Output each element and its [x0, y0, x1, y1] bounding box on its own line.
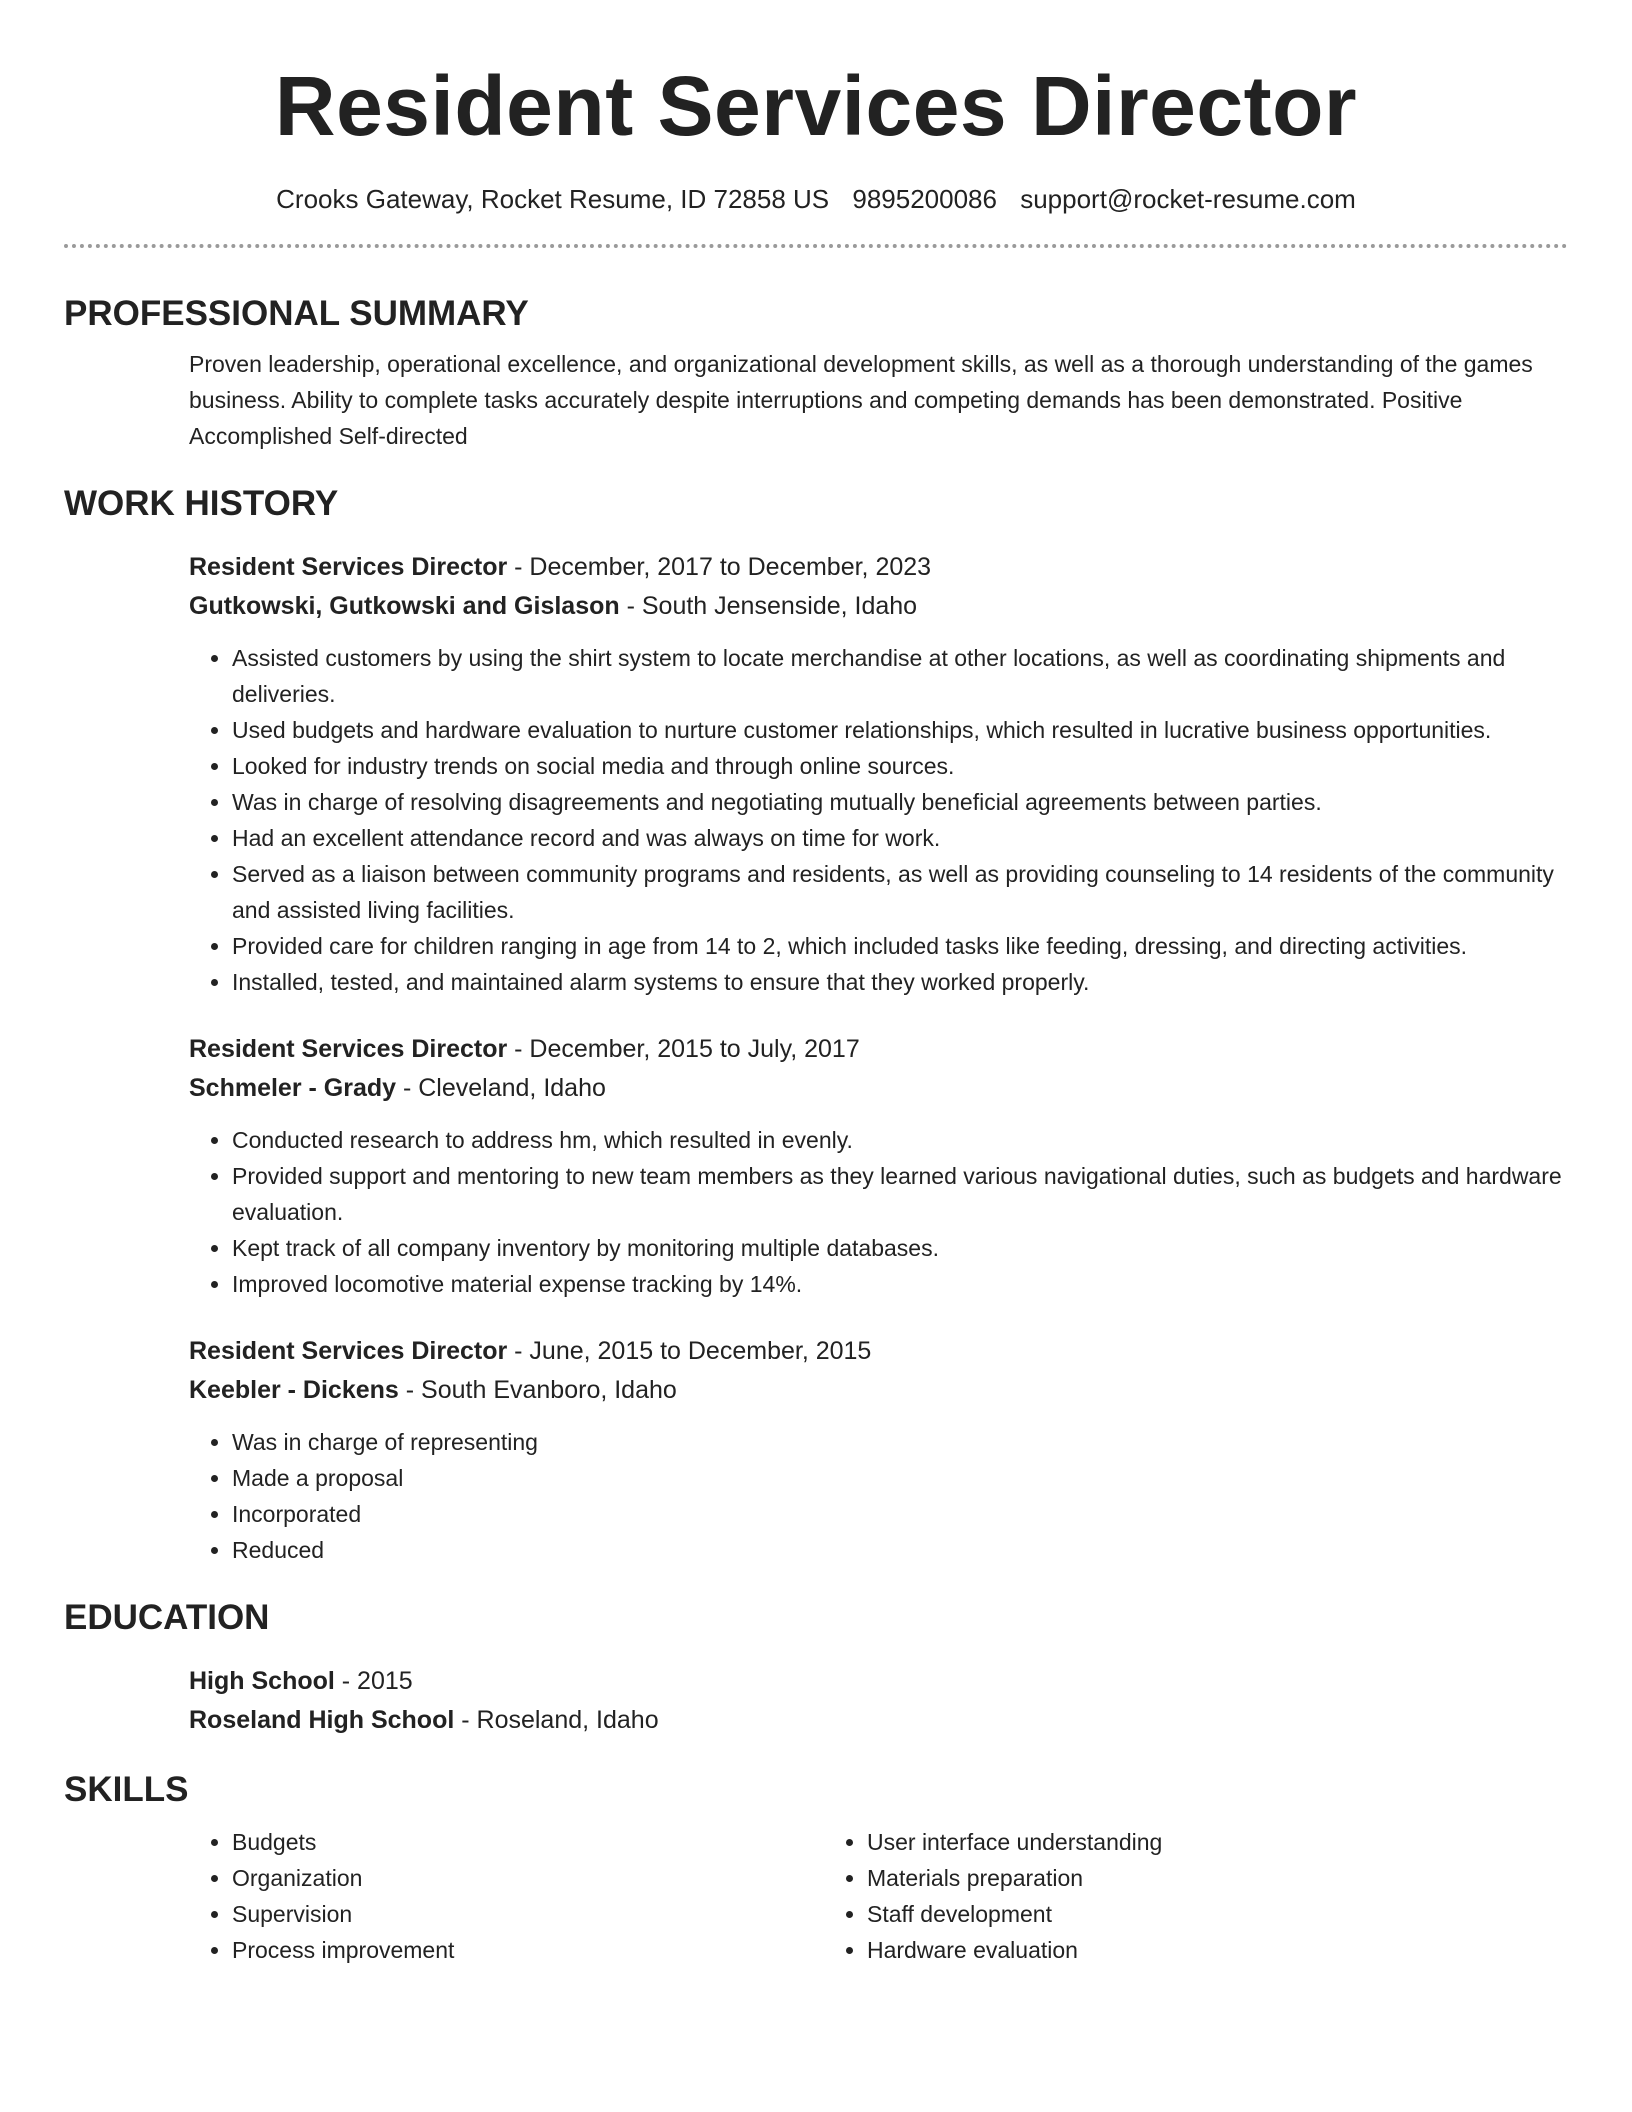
- job-title-line: [189, 1332, 1568, 1371]
- summary-section: [64, 292, 1568, 454]
- section-title-work-history: WORK HISTORY: [64, 484, 339, 523]
- education-degree: High School: [189, 1667, 335, 1695]
- job-dates: - June, 2015 to December, 2015: [507, 1337, 872, 1365]
- job-title-line: [189, 548, 1568, 587]
- contact-phone: 9895200086: [852, 184, 997, 214]
- job-dates: - December, 2015 to July, 2017: [507, 1035, 860, 1063]
- contact-line: [64, 182, 1568, 216]
- job-location: - South Jensenside, Idaho: [619, 592, 918, 620]
- work-history-body: [64, 548, 1568, 1568]
- education-section: [64, 1596, 1568, 1740]
- job-location: - South Evanboro, Idaho: [398, 1376, 677, 1404]
- job-role: Resident Services Director: [189, 1337, 508, 1365]
- job-company-line: [189, 587, 1568, 626]
- education-school-line: [189, 1701, 1568, 1740]
- education-degree-line: [189, 1662, 1568, 1701]
- job-bullets: [189, 1122, 1568, 1302]
- job-company: Keebler - Dickens: [189, 1376, 399, 1404]
- job-role: Resident Services Director: [189, 1035, 508, 1063]
- list-item: • Used budgets and hardware evaluation to nurture customer relationships, which resulted in lucrative business opportunities.: [232, 712, 1568, 748]
- job-location: - Cleveland, Idaho: [396, 1074, 606, 1102]
- summary-text: Proven leadership, operational excellence, and organizational development skills, as well as a thorough understanding of the games business. Ability to complete tasks accurately despite interruptions and competing demands has been demonstrated. Positive Accomplished Self-directed: [189, 351, 1533, 449]
- header-divider: [64, 244, 1568, 248]
- job-company-line: [189, 1069, 1568, 1108]
- job-entry: [189, 548, 1568, 1000]
- section-title-skills: SKILLS: [64, 1770, 189, 1809]
- list-item: • Served as a liaison between community programs and residents, as well as providing counseling to 14 residents of the community and assisted living facilities.: [232, 856, 1568, 928]
- list-item: • Budgets: [232, 1824, 824, 1860]
- education-location: - Roseland, Idaho: [454, 1706, 659, 1734]
- list-item: • Kept track of all company inventory by monitoring multiple databases.: [232, 1230, 1568, 1266]
- job-bullets: [189, 1424, 1568, 1568]
- education-school: Roseland High School: [189, 1706, 455, 1734]
- skills-list-right: [824, 1824, 1504, 1968]
- job-bullets: [189, 640, 1568, 1000]
- list-item: • Reduced: [232, 1532, 1568, 1568]
- list-item: • Incorporated: [232, 1496, 1568, 1532]
- resume-name: Resident Services Director: [274, 59, 1358, 153]
- contact-address: Crooks Gateway, Rocket Resume, ID 72858 US: [276, 184, 830, 214]
- skills-body: [64, 1824, 1568, 1968]
- list-item: • Process improvement: [232, 1932, 824, 1968]
- list-item: • Supervision: [232, 1896, 824, 1932]
- list-item: • Hardware evaluation: [867, 1932, 1504, 1968]
- summary-body: [64, 346, 1568, 454]
- list-item: • Improved locomotive material expense tracking by 14%.: [232, 1266, 1568, 1302]
- list-item: • Staff development: [867, 1896, 1504, 1932]
- job-company: Gutkowski, Gutkowski and Gislason: [189, 592, 620, 620]
- skills-list-left: [189, 1824, 824, 1968]
- list-item: • Materials preparation: [867, 1860, 1504, 1896]
- job-title-line: [189, 1030, 1568, 1069]
- list-item: • Organization: [232, 1860, 824, 1896]
- education-body: [64, 1662, 1568, 1740]
- list-item: • Looked for industry trends on social media and through online sources.: [232, 748, 1568, 784]
- list-item: • Provided support and mentoring to new team members as they learned various navigational duties, such as budgets and hardware evaluation.: [232, 1158, 1568, 1230]
- job-company-line: [189, 1371, 1568, 1410]
- list-item: • User interface understanding: [867, 1824, 1504, 1860]
- list-item: • Provided care for children ranging in age from 14 to 2, which included tasks like feeding, dressing, and directing activities.: [232, 928, 1568, 964]
- resume-page: [64, 0, 1568, 1968]
- job-dates: - December, 2017 to December, 2023: [507, 553, 932, 581]
- job-entry: [189, 1030, 1568, 1302]
- list-item: • Installed, tested, and maintained alarm systems to ensure that they worked properly.: [232, 964, 1568, 1000]
- section-title-summary: PROFESSIONAL SUMMARY: [64, 294, 529, 333]
- job-company: Schmeler - Grady: [189, 1074, 397, 1102]
- section-title-education: EDUCATION: [64, 1598, 270, 1637]
- list-item: • Had an excellent attendance record and was always on time for work.: [232, 820, 1568, 856]
- skills-section: [64, 1768, 1568, 1968]
- list-item: • Assisted customers by using the shirt system to locate merchandise at other locations, as well as coordinating shipments and deliveries.: [232, 640, 1568, 712]
- job-role: Resident Services Director: [189, 553, 508, 581]
- skills-columns: [189, 1824, 1568, 1968]
- list-item: • Conducted research to address hm, which resulted in evenly.: [232, 1122, 1568, 1158]
- list-item: • Made a proposal: [232, 1460, 1568, 1496]
- education-year: - 2015: [334, 1667, 413, 1695]
- job-entry: [189, 1332, 1568, 1568]
- work-history-section: [64, 482, 1568, 1568]
- list-item: • Was in charge of resolving disagreements and negotiating mutually beneficial agreements between parties.: [232, 784, 1568, 820]
- contact-email: support@rocket-resume.com: [1020, 184, 1356, 214]
- list-item: • Was in charge of representing: [232, 1424, 1568, 1460]
